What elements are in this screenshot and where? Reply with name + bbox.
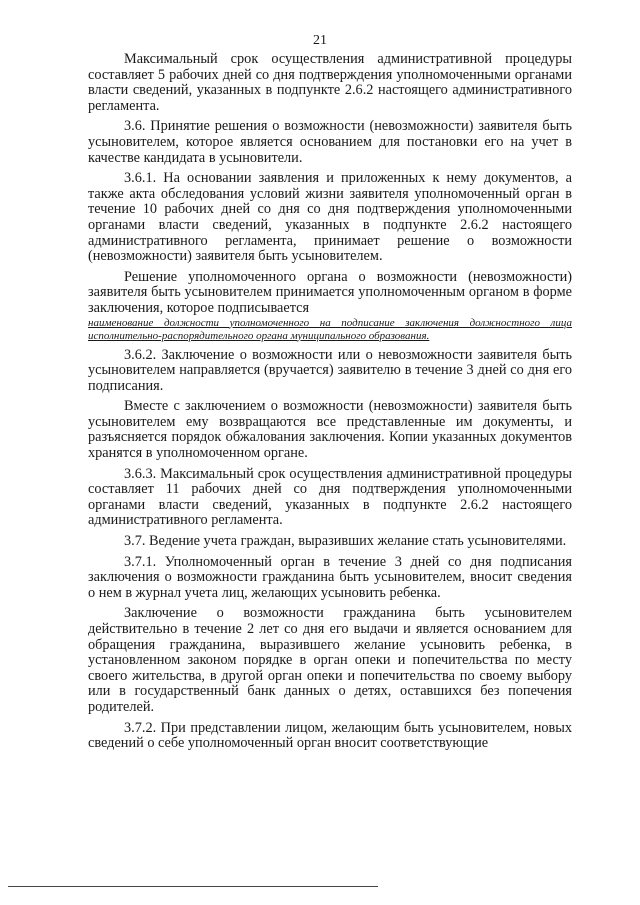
paragraph-3-6-2: 3.6.2. Заключение о возможности или о невозможности заявителя быть усыновителем направляется (вручается) заявителю в течение 3 дней со дня его подписания. — [88, 346, 572, 394]
paragraph-3-6: 3.6. Принятие решения о возможности (невозможности) заявителя быть усыновителем, которое является основанием для постановки его на учет в качестве кандидата в усыновители. — [88, 118, 572, 166]
footer-divider — [8, 886, 378, 887]
paragraph-decision-form: Решение уполномоченного органа о возможности (невозможности) заявителя быть усыновителем принимается уполномоченным органом в форме заключения, которое подписывается — [88, 268, 572, 316]
paragraph-3-7-1: 3.7.1. Уполномоченный орган в течение 3 дней со дня подписания заключения о возможности гражданина быть усыновителем, вносит сведения о нем в журнал учета лиц, желающих усыновить ребенка. — [88, 553, 572, 601]
paragraph-3-6-1: 3.6.1. На основании заявления и приложенных к нему документов, а также акта обследования условий жизни заявителя уполномоченный орган в течение 10 рабочих дней со дня со дня подтверждения уполномоченными органами власти сведений, указанных в подпункте 2.6.2 настоящего административного регламента, принимает решение о возможности (невозможности) заявителя быть усыновителем. — [88, 170, 572, 265]
document-body — [88, 52, 572, 757]
paragraph-official-note: наименование должности уполномоченного на подписание заключения должностного лица исполнительно-распорядительного органа муниципального образования. — [88, 316, 572, 342]
paragraph-documents-return: Вместе с заключением о возможности (невозможности) заявителя быть усыновителем ему возвращаются все представленные им документы, и разъясняется порядок обжалования заключения. Копии указанных документов хранятся в уполномоченном органе. — [88, 398, 572, 462]
paragraph-conclusion-validity: Заключение о возможности гражданина быть усыновителем действительно в течение 2 лет со дня его выдачи и является основанием для обращения гражданина, выразившего желание усыновить ребенка, в установленном законом порядке в орган опеки и попечительства по месту своего жительства, в другой орган опеки и попечительства по своему выбору или в государственный банк данных о детях, оставшихся без попечения родителей. — [88, 605, 572, 715]
paragraph-max-term-5-days: Максимальный срок осуществления административной процедуры составляет 5 рабочих дней со дня подтверждения уполномоченными органами власти сведений, указанных в подпункте 2.6.2 настоящего административного регламента. — [88, 51, 572, 114]
paragraph-3-6-3: 3.6.3. Максимальный срок осуществления административной процедуры составляет 11 рабочих дней со дня подтверждения уполномоченными органами власти сведений, указанных в подпункте 2.6.2 настоящего административного регламента. — [88, 465, 572, 529]
paragraph-3-7: 3.7. Ведение учета граждан, выразивших желание стать усыновителями. — [124, 533, 567, 550]
paragraph-3-7-2: 3.7.2. При представлении лицом, желающим быть усыновителем, новых сведений о себе уполномоченный орган вносит соответствующие — [88, 719, 572, 752]
page-number: 21 — [313, 33, 327, 48]
